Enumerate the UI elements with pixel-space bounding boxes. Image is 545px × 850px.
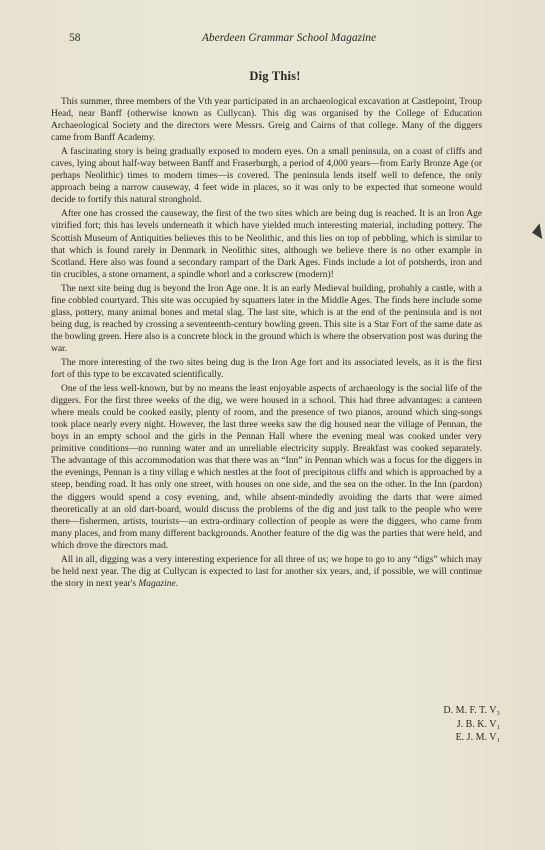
page-number: 58 [69, 32, 81, 44]
signature-line: D. M. F. T. V₃ [443, 705, 500, 716]
magazine-italic: Magazine [138, 578, 176, 589]
paragraph: After one has crossed the causeway, the first of the two sites which are being dug is reached. It is an Iron Age vitrified fort; this has levels underneath it which have yielded much interesting material, including pottery. The Scottish Museum of Antiquities believes this to be Neolithic, and this lies on top of pebbling, which is similar to that which is found rarely in Denmark in Neolithic sites, although we believe there is no other example in Scotland. Here also was found a secondary rampart of the Dark Ages. Finds include a lot of potsherds, iron and tin crucibles, a stone ornament, a spindle whorl and a corkscrew (modern)! [51, 209, 482, 280]
paragraph: The next site being dug is beyond the Iron Age one. It is an early Medieval building, probably a castle, with a fine cobbled courtyard. This site was occupied by squatters later in the Middle Ages. The finds here include some glass, pottery, many animal bones and metal slag. The last site, which is at the end of the peninsula and is not being dug, is reached by crossing a seventeenth-century bowling green. This site is a Star Fort of the same date as the bowling green. Here also is a concrete block in the ground which is where the observation post was during the war. [51, 283, 482, 354]
paragraph: One of the less well-known, but by no means the least enjoyable aspects of archaeology is the social life of the diggers. For the first three weeks of the dig, we were housed in a school. This had three advantages: a canteen where meals could be cooked easily, plenty of room, and the presence of two pianos, around which sing-songs took place nearly every night. However, the last three weeks saw the dig housed near the village of Pennan, the boys in an empty school and the girls in the Pennan Hall where the evening meal was cooked under very primitive conditions—no running water and an unreliable electricity supply. Breakfast was cooked separately. The advantage of this accommodation was that there was an “Inn” in Pennan which was a focus for the diggers in the evenings, Pennan is a tiny villag e which nestles at the foot of precipitous cliffs and which is approached by a steep, bending road. It has only one street, with houses on one side, and the sea on the other. In the Inn (pardon) the diggers would spend a cosy evening, and, while absent-mindedly avoiding the darts that were aimed theoretically at an old dart-board, would discuss the problems of the dig and just talk to the people who were there—fishermen, artists, tourists—an extra-ordinary collection of people as were the diggers, who came from many places, and from many different backgrounds. Another feature of the dig was the parties that were held, and which drove the directors mad. [51, 384, 482, 551]
paragraph: This summer, three members of the Vth year participated in an archaeological excavation at Castlepoint, Troup Head, near Banff (otherwise known as Cullycan). This dig was organised by the College of Education Archaeological Society and the directors were Messrs. Greig and Cairns of that college. Many of the diggers came from Banff Academy. [51, 97, 482, 144]
running-head [69, 32, 489, 48]
signature-line: E. J. M. V₁ [455, 732, 500, 743]
paragraph: A fascinating story is being gradually exposed to modern eyes. On a small peninsula, on a coast of cliffs and caves, lying about half-way between Banff and Fraserburgh, a period of 4,000 years—from Early Bronze Age (or perhaps Neolithic) times to modern times—is covered. The peninsula lends itself well to defence, the only approach being a narrow causeway, 4 feet wide in places, so it was only to be expected that someone would decide to fortify this natural stronghold. [51, 147, 482, 206]
article-body [51, 96, 482, 590]
paragraph [51, 554, 482, 590]
article-title: Dig This! [249, 69, 301, 83]
signatures [380, 704, 500, 745]
journal-title: Aberdeen Grammar School Magazine [201, 32, 377, 44]
paragraph-text: All in all, digging was a very interesting experience for all three of us; we hope to go to any “digs” which may be held next year. The dig at Cullycan is expected to last for another six years, and, if possible, we will continue the story in next year's Magazine. [51, 554, 482, 589]
page-edge-marker [531, 223, 543, 240]
signature-line: J. B. K. V₁ [456, 718, 500, 730]
paragraph: The more interesting of the two sites being dug is the Iron Age fort and its associated levels, as it is the first fort of this type to be excavated scientifically. [51, 357, 482, 381]
